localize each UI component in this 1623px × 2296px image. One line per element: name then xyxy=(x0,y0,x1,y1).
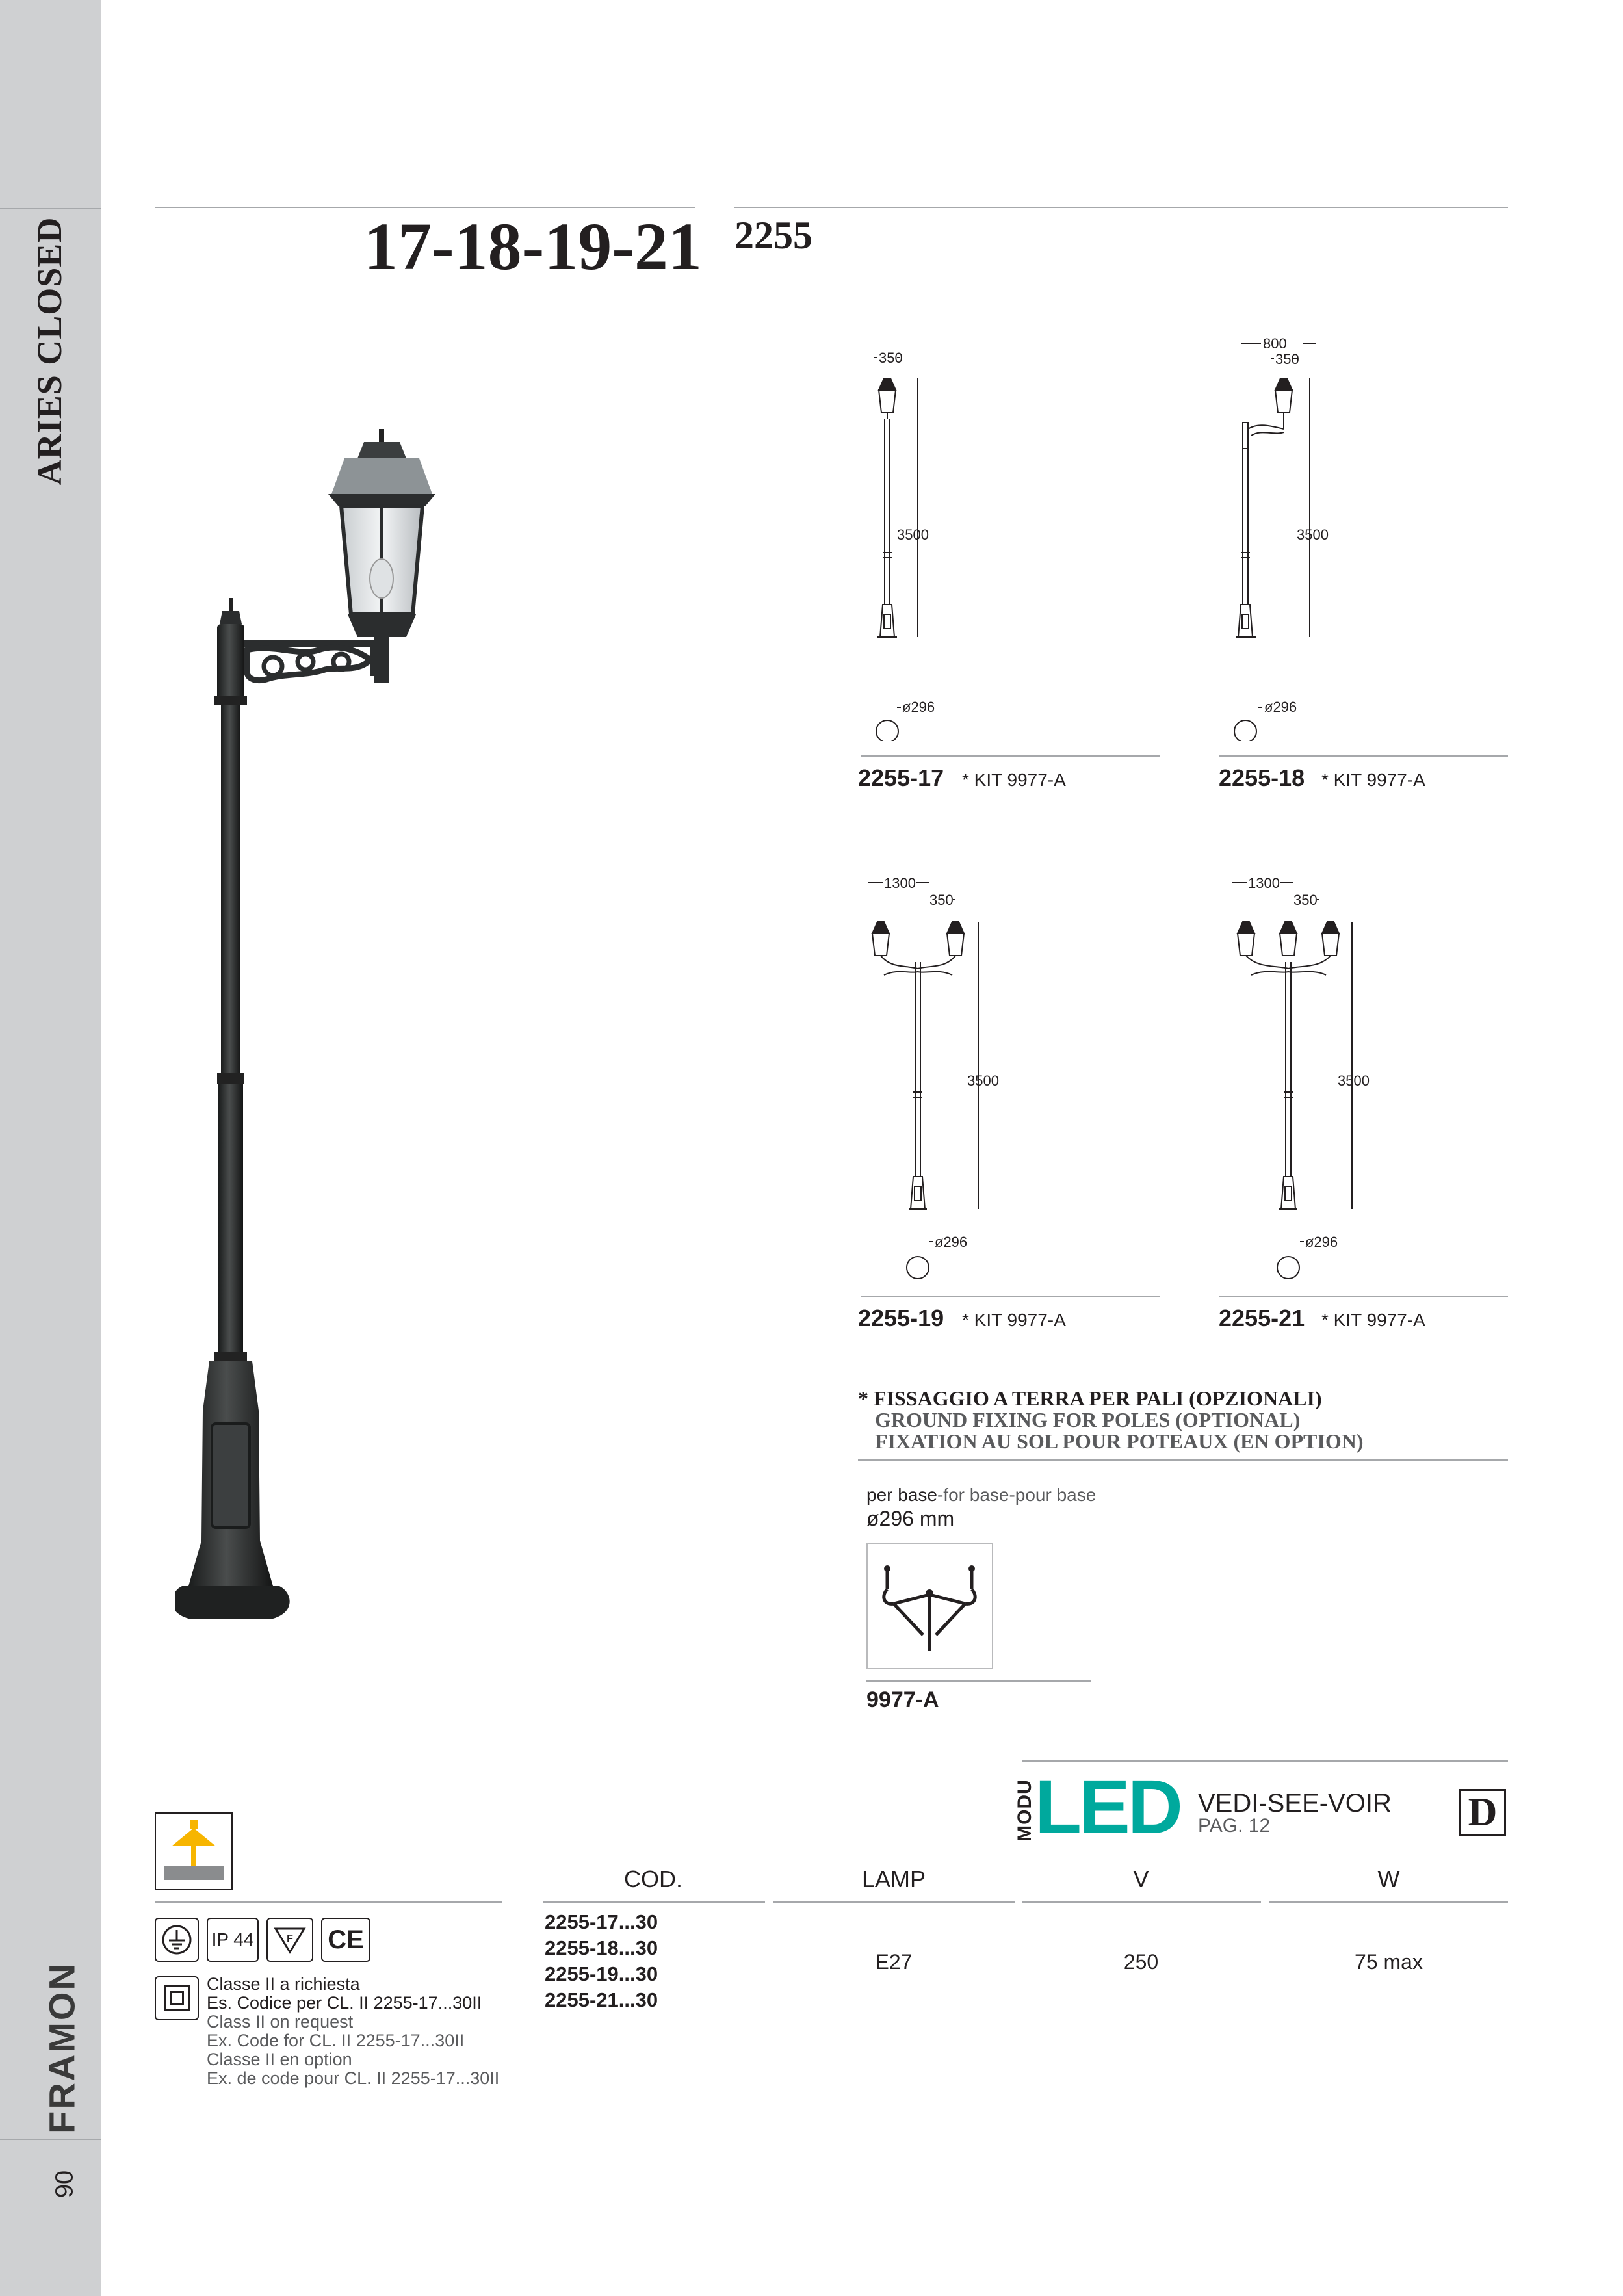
lamp-photo xyxy=(175,423,461,1645)
class-info-line: Classe II en option xyxy=(207,2050,352,2069)
variant-rule xyxy=(861,1296,1160,1297)
table-row: 2255-19...30 xyxy=(545,1963,658,1985)
top-width-dim: 800 xyxy=(1263,335,1287,352)
col-header-cod: COD. xyxy=(624,1866,682,1892)
svg-text:F: F xyxy=(287,1933,293,1944)
variant-code: 2255-19 xyxy=(858,1305,944,1331)
variant-drawing-2255-17 xyxy=(864,338,1157,741)
ip-rating-badge: IP 44 xyxy=(207,1918,259,1962)
kit-image xyxy=(866,1543,993,1669)
variant-kit: * KIT 9977-A xyxy=(1321,770,1425,790)
height-dim: 3500 xyxy=(897,527,929,543)
variant-kit: * KIT 9977-A xyxy=(962,770,1066,790)
sidebar-divider xyxy=(0,2139,101,2140)
fixing-note-fr: FIXATION AU SOL POUR POTEAUX (EN OPTION) xyxy=(875,1429,1364,1453)
flammable-surface-icon xyxy=(266,1918,313,1962)
variant-code: 2255-17 xyxy=(858,764,944,791)
class-info-line: Ex. de code pour CL. II 2255-17...30II xyxy=(207,2068,500,2088)
base-dim: ø296 xyxy=(1264,699,1297,715)
moduled-rule xyxy=(1022,1760,1508,1762)
per-base-label: per base-for base-pour base xyxy=(866,1485,1097,1505)
ground-light-icon xyxy=(156,1814,231,1889)
base-dim: ø296 xyxy=(935,1234,968,1250)
header-rule-right xyxy=(734,207,1508,208)
pole-diagram xyxy=(864,878,1157,1287)
led-logo: LED xyxy=(1035,1764,1180,1850)
page-title: 17-18-19-21 xyxy=(364,209,702,284)
pole-diagram xyxy=(1228,878,1521,1287)
modu-label: MODU xyxy=(1014,1779,1035,1842)
earth-ground-icon xyxy=(155,1918,199,1962)
lamp-value: E27 xyxy=(875,1950,913,1974)
lamp-width-dim: 350 xyxy=(1293,892,1318,908)
family-code: 2255 xyxy=(734,214,812,257)
class-info-line: Ex. Code for CL. II 2255-17...30II xyxy=(207,2031,465,2050)
ce-mark-icon: CE xyxy=(321,1918,370,1962)
pole-diagram xyxy=(1228,332,1521,741)
base-diameter: ø296 mm xyxy=(866,1507,955,1530)
variant-kit: * KIT 9977-A xyxy=(962,1310,1066,1330)
lamp-width-dim: 350 xyxy=(1275,351,1299,367)
table-rule xyxy=(1022,1901,1261,1903)
variant-code: 2255-18 xyxy=(1219,764,1305,791)
see-label: VEDI-SEE-VOIR xyxy=(1198,1789,1392,1818)
class-info-line: Es. Codice per CL. II 2255-17...30II xyxy=(207,1993,482,2013)
base-dim: ø296 xyxy=(1305,1234,1338,1250)
kit-code: 9977-A xyxy=(866,1688,939,1712)
variant-drawing-2255-21 xyxy=(1228,875,1521,1287)
variant-rule xyxy=(1219,1296,1508,1297)
voltage-value: 250 xyxy=(1123,1950,1159,1974)
class-info-line: Classe II a richiesta xyxy=(207,1974,360,1994)
height-dim: 3500 xyxy=(1338,1073,1370,1089)
top-width-dim: 1300 xyxy=(1248,875,1280,891)
variant-kit: * KIT 9977-A xyxy=(1321,1310,1425,1330)
table-row: 2255-21...30 xyxy=(545,1989,658,2011)
table-rule xyxy=(155,1901,502,1903)
col-header-w: W xyxy=(1377,1866,1400,1892)
class-ii-icon xyxy=(155,1976,199,2020)
table-row: 2255-17...30 xyxy=(545,1911,658,1933)
table-rule xyxy=(543,1901,765,1903)
height-dim: 3500 xyxy=(1297,527,1329,543)
brand-logo: FRAMON xyxy=(41,1962,83,2133)
installation-icon-box xyxy=(155,1812,233,1890)
table-rule xyxy=(1269,1901,1508,1903)
table-row: 2255-18...30 xyxy=(545,1937,658,1959)
fixing-note-en: GROUND FIXING FOR POLES (OPTIONAL) xyxy=(875,1408,1301,1431)
height-dim: 3500 xyxy=(967,1073,999,1089)
wattage-value: 75 max xyxy=(1355,1950,1423,1974)
variant-drawing-2255-19 xyxy=(864,875,1157,1287)
series-title: ARIES CLOSED xyxy=(30,216,69,486)
variant-drawing-2255-18 xyxy=(1228,332,1521,741)
class-info-line: Class II on request xyxy=(207,2012,354,2031)
page-number: 90 xyxy=(51,2170,79,2198)
kit-rule xyxy=(866,1680,1091,1682)
class-d-badge: D xyxy=(1459,1789,1506,1836)
variant-rule xyxy=(1219,755,1508,757)
base-dim: ø296 xyxy=(902,699,935,715)
class-ii-info xyxy=(207,1975,499,2088)
lamp-width-dim: 350 xyxy=(929,892,954,908)
fixing-rule xyxy=(858,1459,1508,1461)
see-page: PAG. 12 xyxy=(1198,1815,1271,1836)
col-header-v: V xyxy=(1133,1866,1149,1892)
fixing-note-it: * FISSAGGIO A TERRA PER PALI (OPZIONALI) xyxy=(858,1387,1322,1410)
variant-code: 2255-21 xyxy=(1219,1305,1305,1331)
lamp-width-dim: 350 xyxy=(879,350,903,366)
table-rule xyxy=(773,1901,1015,1903)
code-list xyxy=(545,1909,658,2013)
variant-rule xyxy=(861,755,1160,757)
ground-fixing-icon xyxy=(868,1544,992,1668)
top-width-dim: 1300 xyxy=(884,875,916,891)
col-header-lamp: LAMP xyxy=(861,1866,926,1892)
